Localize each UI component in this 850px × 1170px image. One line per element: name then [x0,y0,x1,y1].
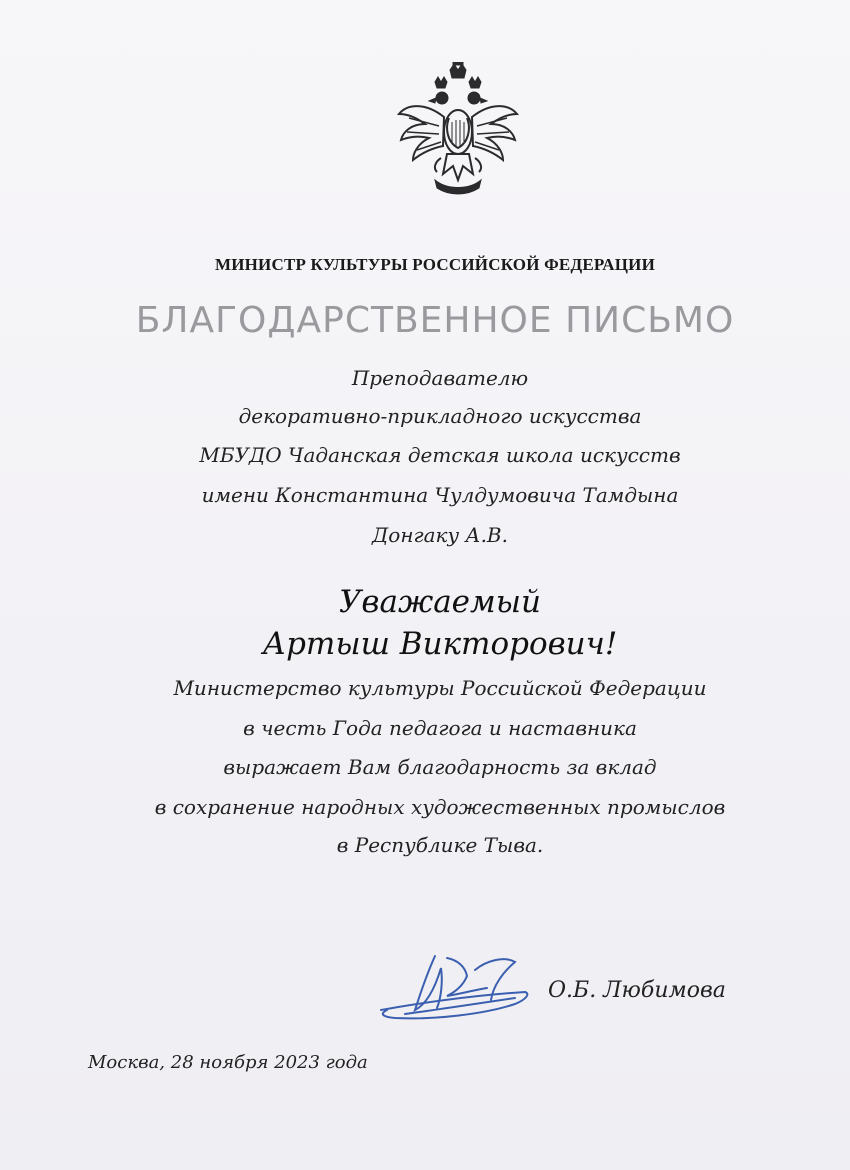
double-headed-eagle-emblem-icon [395,62,521,200]
body-line: в сохранение народных художественных промыслов [154,795,726,819]
place-date: Москва, 28 ноября 2023 года [88,1052,368,1073]
body-line: в честь Года педагога и наставника [243,716,637,740]
document-title: БЛАГОДАРСТВЕННОЕ ПИСЬМО [135,300,735,341]
recipient-line: декоративно-прикладного искусства [238,404,642,428]
body-line: выражает Вам благодарность за вклад [223,755,657,779]
recipient-line: МБУДО Чаданская детская школа искусств [199,443,681,467]
recipient-line: Донгаку А.В. [372,523,508,547]
salutation-line: Уважаемый [339,584,541,620]
recipient-line: Преподавателю [351,366,529,390]
body-line: Министерство культуры Российской Федерации [173,676,707,700]
ministry-title: МИНИСТР КУЛЬТУРЫ РОССИЙСКОЙ ФЕДЕРАЦИИ [214,255,656,274]
signer-name: О.Б. Любимова [548,978,726,1003]
recipient-line: имени Константина Чулдумовича Тамдына [201,483,679,507]
salutation-line: Артыш Викторович! [262,626,618,662]
body-line: в Республике Тыва. [336,833,544,857]
handwritten-signature-icon [375,948,545,1030]
